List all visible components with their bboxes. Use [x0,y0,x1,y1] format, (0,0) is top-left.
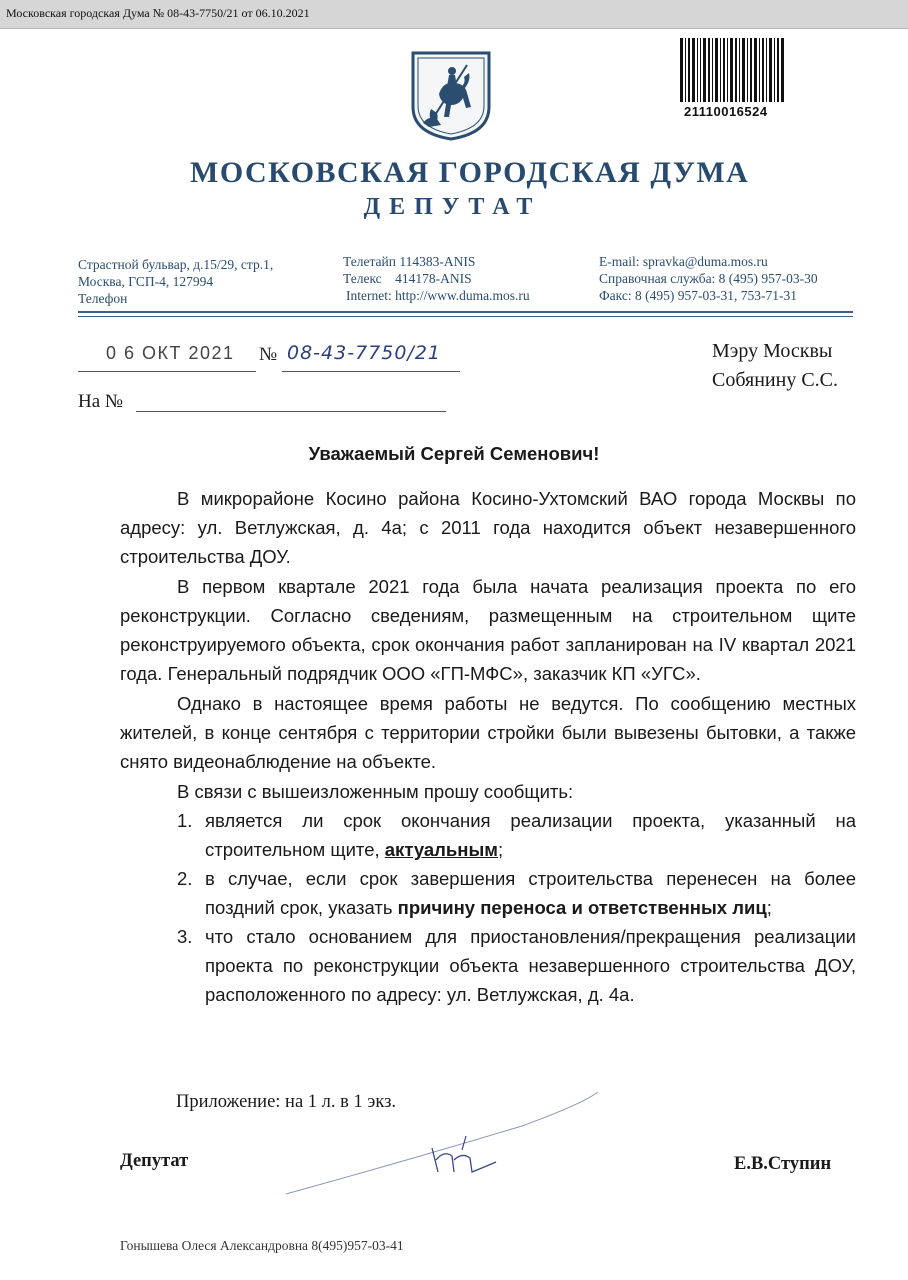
salutation: Уважаемый Сергей Семенович! [308,443,600,464]
header-telex [343,253,530,304]
list-text: в случае, если срок завершения строительства перенесен на более поздний срок, указать [205,868,856,918]
barcode-number: 21110016524 [684,104,768,119]
list-text: что стало основанием для приостановления/прекращения реализации проекта по реконструкции объекта незавершенного строительства ДОУ, расположенного по адресу: ул. Ветлужская, д. 4а. [205,926,856,1005]
paragraph: В микрорайоне Косино района Косино-Ухтомский ВАО города Москвы по адресу: ул. Ветлужская, д. 4а; с 2011 года находится объект незавершенного строительства ДОУ. [120,488,856,567]
header-rule-thin [78,316,853,317]
document-title-bar [0,0,908,29]
organization-title: МОСКОВСКАЯ ГОРОДСКАЯ ДУМА [190,156,750,189]
reply-to-underline [136,410,446,412]
document-title: Московская городская Дума № 08-43-7750/21 от 06.10.2021 [6,6,310,20]
registration-date: 0 6 ОКТ 2021 [106,343,235,363]
header-address-line: Страстной бульвар, д.15/29, стр.1, [78,257,274,272]
signer-role: Депутат [120,1151,189,1171]
registration-number: 08-43-7750/21 [287,342,441,364]
header-internet-line: Internet: http://www.duma.mos.ru [346,288,530,303]
list-item [120,922,856,1009]
list-item [120,806,856,864]
paragraph: В первом квартале 2021 года была начата реализация проекта по его реконструкции. Согласно сведениям, размещенным на строительном щите реконструируемого объекта, срок окончания работ запланирован на IV квартал 2021 года. Генеральный подрядчик ООО «ГП-МФС», заказчик КП «УГС». [120,576,856,684]
header-address-line: Телефон [78,291,128,306]
request-list [120,806,856,1009]
header-contact-line: E-mail: spravka@duma.mos.ru [599,254,768,269]
paragraph: В связи с вышеизложенным прошу сообщить: [177,781,574,802]
number-label: № [259,344,278,365]
header-telex-line: Телекс 414178-ANIS [343,271,472,286]
list-tail: ; [497,839,504,860]
moscow-coat-of-arms-icon [409,49,493,141]
barcode [680,38,784,102]
handwritten-signature [282,1090,622,1200]
list-item [120,864,856,922]
addressee-line: Собянину С.С. [712,369,839,391]
organization-subtitle: ДЕПУТАТ [363,194,542,220]
header-contacts [599,253,818,304]
header-address [78,256,273,307]
header-telex-line: Телетайп 114383-ANIS [343,254,476,269]
signer-name: Е.В.Ступин [734,1154,832,1174]
date-underline [78,370,256,372]
letter-body [120,484,856,1009]
reply-to-label: На № [78,391,124,412]
list-emphasis: причину переноса и ответственных лиц [397,897,767,918]
header-rule [78,311,853,313]
list-emphasis: актуальным [384,839,498,860]
addressee [712,337,838,395]
list-number: 1. [177,810,193,831]
list-number: 3. [177,926,193,947]
number-underline [282,370,460,372]
header-contact-line: Факс: 8 (495) 957-03-31, 753-71-31 [599,288,797,303]
list-text: является ли срок окончания реализации проекта, указанный на строительном щите, [205,810,856,860]
attachment-note: Приложение: на 1 л. в 1 экз. [176,1092,397,1112]
executor-contact: Гонышева Олеся Александровна 8(495)957-03-41 [120,1238,404,1253]
paragraph: Однако в настоящее время работы не ведутся. По сообщению местных жителей, в конце сентября с территории стройки были вывезены бытовки, а также снято видеонаблюдение на объекте. [120,693,856,772]
header-address-line: Москва, ГСП-4, 127994 [78,274,214,289]
header-contact-line: Справочная служба: 8 (495) 957-03-30 [599,271,818,286]
list-tail: ; [766,897,772,918]
list-number: 2. [177,868,193,889]
addressee-line: Мэру Москвы [712,340,833,362]
